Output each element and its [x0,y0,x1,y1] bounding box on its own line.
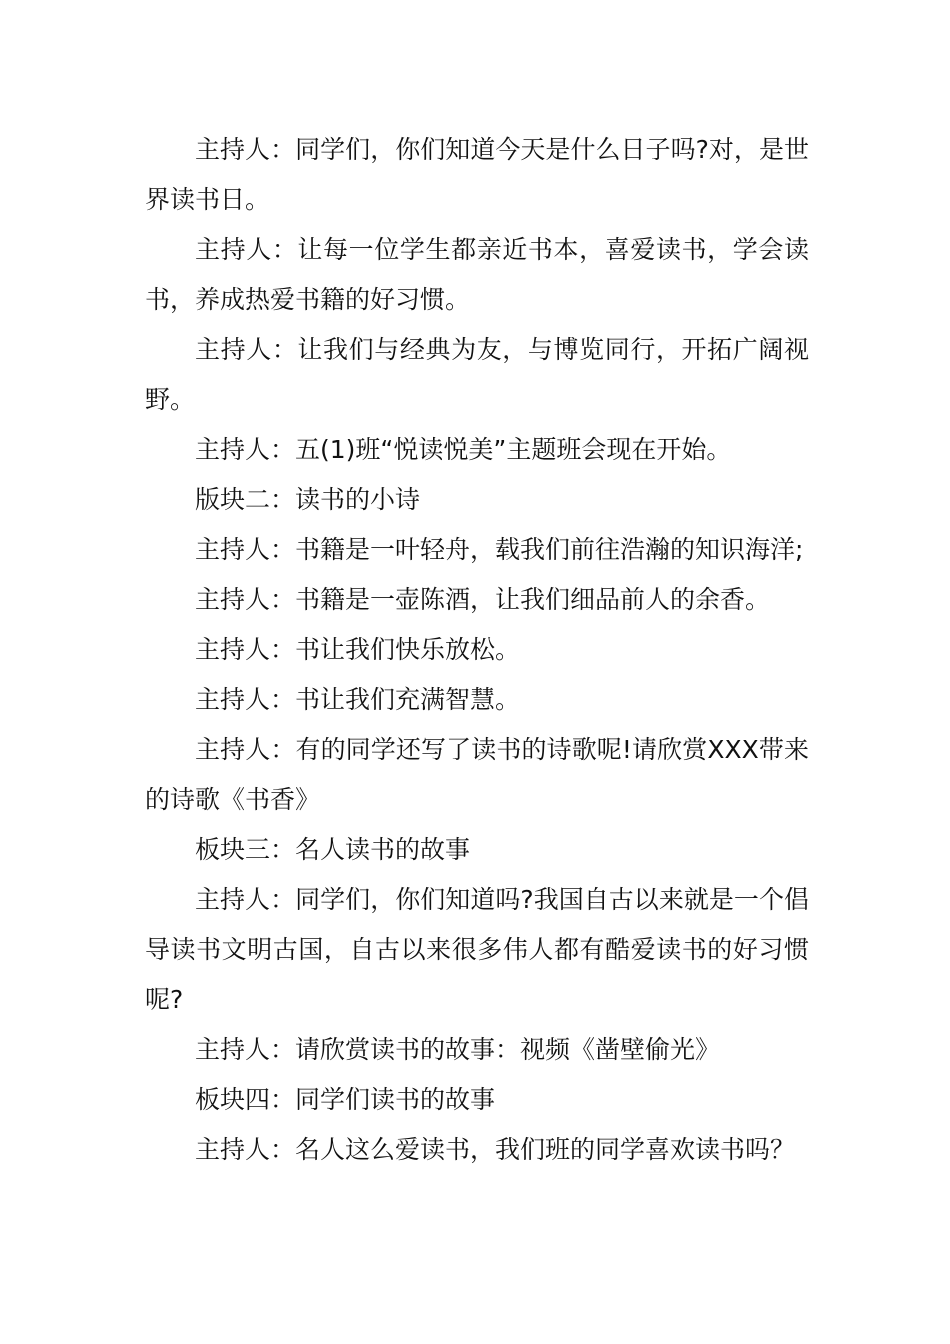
paragraph-2: 主持人：让每一位学生都亲近书本，喜爱读书，学会读书，养成热爱书籍的好习惯。 [145,235,809,314]
paragraph-4: 主持人：五(1)班“悦读悦美”主题班会现在开始。 [195,435,732,464]
paragraph-8: 主持人：书让我们快乐放松。 [195,635,521,664]
paragraph-15: 主持人：名人这么爱读书，我们班的同学喜欢读书吗？ [195,1135,796,1164]
paragraph-9: 主持人：书让我们充满智慧。 [195,685,521,714]
paragraph-1: 主持人：同学们，你们知道今天是什么日子吗?对，是世界读书日。 [145,135,809,214]
section-heading-3: 板块三：名人读书的故事 [195,835,471,864]
paragraph-3: 主持人：让我们与经典为友，与博览同行，开拓广阔视野。 [145,335,809,414]
paragraph-6: 主持人：书籍是一叶轻舟，载我们前往浩瀚的知识海洋; [195,535,804,564]
section-heading-4: 板块四：同学们读书的故事 [195,1085,496,1114]
document-body [145,125,809,1175]
paragraph-13: 主持人：请欣赏读书的故事：视频《凿壁偷光》 [195,1035,721,1064]
paragraph-12: 主持人：同学们，你们知道吗?我国自古以来就是一个倡导读书文明古国，自古以来很多伟人都有酷爱读书的好习惯呢? [145,885,809,1014]
paragraph-7: 主持人：书籍是一壶陈酒，让我们细品前人的余香。 [195,585,771,614]
section-heading-2: 版块二：读书的小诗 [195,485,421,514]
paragraph-10: 主持人：有的同学还写了读书的诗歌呢!请欣赏XXX带来的诗歌《书香》 [145,735,809,814]
